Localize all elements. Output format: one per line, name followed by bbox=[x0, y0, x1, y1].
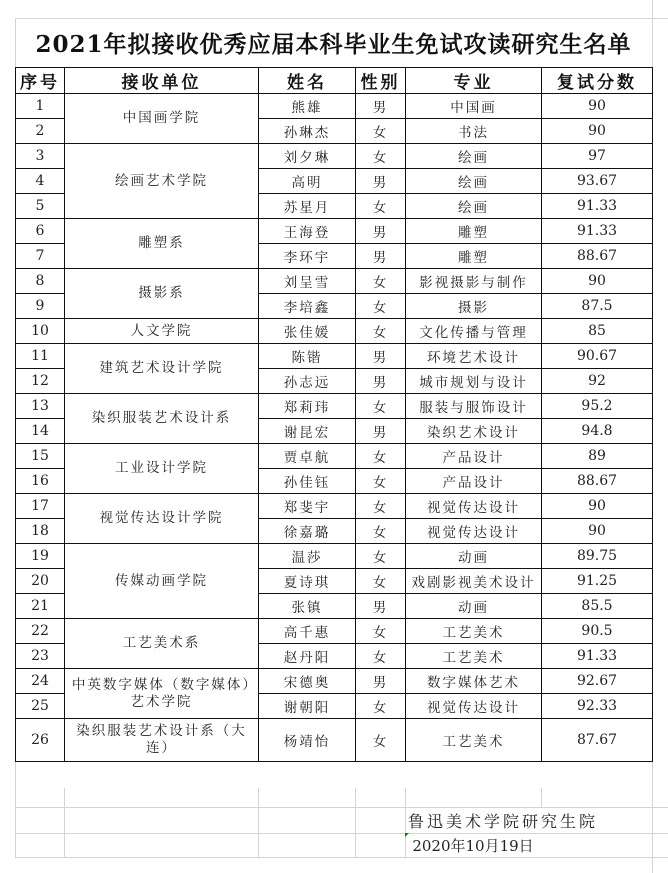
cell-gender[interactable]: 女 bbox=[356, 694, 406, 719]
cell-seq[interactable]: 9 bbox=[16, 294, 65, 319]
cell-score[interactable]: 90 bbox=[542, 494, 653, 519]
cell-name[interactable]: 郑斐宇 bbox=[259, 494, 356, 519]
cell-unit[interactable]: 建筑艺术设计学院 bbox=[65, 344, 259, 394]
cell-name[interactable]: 王海登 bbox=[259, 219, 356, 244]
cell-name[interactable]: 杨靖怡 bbox=[259, 719, 356, 762]
cell-gender[interactable]: 男 bbox=[356, 219, 406, 244]
cell-score[interactable]: 91.33 bbox=[542, 644, 653, 669]
cell-major[interactable]: 产品设计 bbox=[406, 469, 542, 494]
cell-unit[interactable]: 传媒动画学院 bbox=[65, 544, 259, 619]
cell-score[interactable]: 90 bbox=[542, 94, 653, 119]
cell-unit[interactable]: 中国画学院 bbox=[65, 94, 259, 144]
cell-seq[interactable]: 4 bbox=[16, 169, 65, 194]
cell-score[interactable]: 90 bbox=[542, 269, 653, 294]
cell-score[interactable]: 87.5 bbox=[542, 294, 653, 319]
footer-organization[interactable]: 鲁迅美术学院研究生院 bbox=[408, 812, 599, 831]
cell-unit[interactable]: 中英数字媒体（数字媒体）艺术学院 bbox=[65, 669, 259, 719]
cell-name[interactable]: 张镇 bbox=[259, 594, 356, 619]
cell-seq[interactable]: 19 bbox=[16, 544, 65, 569]
cell-score[interactable]: 97 bbox=[542, 144, 653, 169]
header-seq[interactable]: 序号 bbox=[16, 68, 65, 94]
cell-major[interactable]: 视觉传达设计 bbox=[406, 694, 542, 719]
cell-gender[interactable]: 女 bbox=[356, 544, 406, 569]
cell-major[interactable]: 雕塑 bbox=[406, 244, 542, 269]
header-score[interactable]: 复试分数 bbox=[542, 68, 653, 94]
cell-unit[interactable]: 工艺美术系 bbox=[65, 619, 259, 669]
cell-name[interactable]: 孙琳杰 bbox=[259, 119, 356, 144]
cell-seq[interactable]: 3 bbox=[16, 144, 65, 169]
cell-major[interactable]: 绘画 bbox=[406, 169, 542, 194]
cell-seq[interactable]: 2 bbox=[16, 119, 65, 144]
header-gender[interactable]: 性别 bbox=[356, 68, 406, 94]
cell-gender[interactable]: 男 bbox=[356, 94, 406, 119]
cell-name[interactable]: 谢朝阳 bbox=[259, 694, 356, 719]
cell-major[interactable]: 数字媒体艺术 bbox=[406, 669, 542, 694]
table-row bbox=[16, 669, 653, 694]
cell-name[interactable]: 高千惠 bbox=[259, 619, 356, 644]
cell-score[interactable]: 92 bbox=[542, 369, 653, 394]
grid-line bbox=[15, 833, 668, 834]
cell-major[interactable]: 雕塑 bbox=[406, 219, 542, 244]
cell-major[interactable]: 城市规划与设计 bbox=[406, 369, 542, 394]
cell-gender[interactable]: 男 bbox=[356, 244, 406, 269]
cell-major[interactable]: 工艺美术 bbox=[406, 619, 542, 644]
grid-line bbox=[258, 788, 259, 858]
cell-score[interactable]: 89.75 bbox=[542, 544, 653, 569]
cell-seq[interactable]: 7 bbox=[16, 244, 65, 269]
cell-gender[interactable]: 女 bbox=[356, 269, 406, 294]
cell-score[interactable]: 94.8 bbox=[542, 419, 653, 444]
grid-line bbox=[15, 857, 668, 858]
table-row bbox=[16, 269, 653, 294]
cell-name[interactable]: 刘夕琳 bbox=[259, 144, 356, 169]
cell-seq[interactable]: 24 bbox=[16, 669, 65, 694]
cell-major[interactable]: 绘画 bbox=[406, 144, 542, 169]
cell-score[interactable]: 91.25 bbox=[542, 569, 653, 594]
cell-score[interactable]: 87.67 bbox=[542, 719, 653, 762]
cell-major[interactable]: 动画 bbox=[406, 594, 542, 619]
table-row bbox=[16, 619, 653, 644]
cell-gender[interactable]: 女 bbox=[356, 194, 406, 219]
cell-gender[interactable]: 男 bbox=[356, 344, 406, 369]
table-row bbox=[16, 444, 653, 469]
cell-seq[interactable]: 17 bbox=[16, 494, 65, 519]
cell-score[interactable]: 85.5 bbox=[542, 594, 653, 619]
cell-name[interactable]: 刘呈雪 bbox=[259, 269, 356, 294]
cell-seq[interactable]: 26 bbox=[16, 719, 65, 762]
cell-seq[interactable]: 25 bbox=[16, 694, 65, 719]
cell-unit[interactable]: 染织服装艺术设计系（大连） bbox=[65, 719, 259, 762]
header-name[interactable]: 姓名 bbox=[259, 68, 356, 94]
cell-name[interactable]: 谢昆宏 bbox=[259, 419, 356, 444]
cell-name[interactable]: 李培鑫 bbox=[259, 294, 356, 319]
cell-score[interactable]: 91.33 bbox=[542, 219, 653, 244]
cell-major[interactable]: 摄影 bbox=[406, 294, 542, 319]
cell-gender[interactable]: 男 bbox=[356, 669, 406, 694]
table-row bbox=[16, 219, 653, 244]
cell-seq[interactable]: 5 bbox=[16, 194, 65, 219]
cell-unit[interactable]: 人文学院 bbox=[65, 319, 259, 344]
cell-major[interactable]: 绘画 bbox=[406, 194, 542, 219]
cell-score[interactable]: 95.2 bbox=[542, 394, 653, 419]
cell-unit[interactable]: 摄影系 bbox=[65, 269, 259, 319]
cell-seq[interactable]: 13 bbox=[16, 394, 65, 419]
page-title: 2021年拟接收优秀应届本科毕业生免试攻读研究生名单 bbox=[35, 30, 632, 58]
cell-gender[interactable]: 女 bbox=[356, 644, 406, 669]
cell-seq[interactable]: 18 bbox=[16, 519, 65, 544]
cell-seq[interactable]: 23 bbox=[16, 644, 65, 669]
cell-major[interactable]: 环境艺术设计 bbox=[406, 344, 542, 369]
cell-score[interactable]: 88.67 bbox=[542, 469, 653, 494]
cell-major[interactable]: 视觉传达设计 bbox=[406, 519, 542, 544]
cell-seq[interactable]: 12 bbox=[16, 369, 65, 394]
cell-gender[interactable]: 女 bbox=[356, 619, 406, 644]
cell-name[interactable]: 徐嘉璐 bbox=[259, 519, 356, 544]
table-row bbox=[16, 394, 653, 419]
table-row bbox=[16, 719, 653, 762]
cell-unit[interactable]: 雕塑系 bbox=[65, 219, 259, 269]
grid-line bbox=[15, 807, 668, 808]
cell-score[interactable]: 90 bbox=[542, 519, 653, 544]
cell-gender[interactable]: 女 bbox=[356, 119, 406, 144]
cell-gender[interactable]: 女 bbox=[356, 319, 406, 344]
grid-line bbox=[541, 788, 542, 808]
cell-score[interactable]: 88.67 bbox=[542, 244, 653, 269]
cell-name[interactable]: 孙佳钰 bbox=[259, 469, 356, 494]
cell-unit[interactable]: 视觉传达设计学院 bbox=[65, 494, 259, 544]
cell-name[interactable]: 温莎 bbox=[259, 544, 356, 569]
cell-gender[interactable]: 女 bbox=[356, 519, 406, 544]
cell-gender[interactable]: 女 bbox=[356, 569, 406, 594]
cell-name[interactable]: 高明 bbox=[259, 169, 356, 194]
table-row bbox=[16, 494, 653, 519]
cell-seq[interactable]: 11 bbox=[16, 344, 65, 369]
cell-name[interactable]: 张佳媛 bbox=[259, 319, 356, 344]
cell-major[interactable]: 中国画 bbox=[406, 94, 542, 119]
cell-gender[interactable]: 男 bbox=[356, 594, 406, 619]
cell-name[interactable]: 熊雄 bbox=[259, 94, 356, 119]
cell-unit[interactable]: 染织服装艺术设计系 bbox=[65, 394, 259, 444]
cell-major[interactable]: 视觉传达设计 bbox=[406, 494, 542, 519]
cell-seq[interactable]: 8 bbox=[16, 269, 65, 294]
cell-gender[interactable]: 女 bbox=[356, 719, 406, 762]
cell-name[interactable]: 苏星月 bbox=[259, 194, 356, 219]
cell-major[interactable]: 染织艺术设计 bbox=[406, 419, 542, 444]
cell-gender[interactable]: 男 bbox=[356, 369, 406, 394]
cell-name[interactable]: 贾卓航 bbox=[259, 444, 356, 469]
admission-table bbox=[15, 67, 653, 762]
table-row bbox=[16, 319, 653, 344]
footer-date[interactable]: 2020年10月19日 bbox=[412, 837, 534, 855]
cell-major[interactable]: 影视摄影与制作 bbox=[406, 269, 542, 294]
cell-major[interactable]: 书法 bbox=[406, 119, 542, 144]
cell-seq[interactable]: 6 bbox=[16, 219, 65, 244]
cell-gender[interactable]: 女 bbox=[356, 469, 406, 494]
cell-major[interactable]: 工艺美术 bbox=[406, 644, 542, 669]
cell-score[interactable]: 90.5 bbox=[542, 619, 653, 644]
cell-score[interactable]: 90 bbox=[542, 119, 653, 144]
cell-gender[interactable]: 女 bbox=[356, 444, 406, 469]
cell-name[interactable]: 孙志远 bbox=[259, 369, 356, 394]
table-row bbox=[16, 94, 653, 119]
cell-seq[interactable]: 15 bbox=[16, 444, 65, 469]
cell-seq[interactable]: 16 bbox=[16, 469, 65, 494]
cell-gender[interactable]: 女 bbox=[356, 394, 406, 419]
cell-unit[interactable]: 工业设计学院 bbox=[65, 444, 259, 494]
grid-line bbox=[355, 788, 356, 858]
cell-score[interactable]: 91.33 bbox=[542, 194, 653, 219]
cell-seq[interactable]: 21 bbox=[16, 594, 65, 619]
cell-seq[interactable]: 20 bbox=[16, 569, 65, 594]
table-row bbox=[16, 344, 653, 369]
cell-major[interactable]: 动画 bbox=[406, 544, 542, 569]
cell-score[interactable]: 89 bbox=[542, 444, 653, 469]
cell-name[interactable]: 陈锴 bbox=[259, 344, 356, 369]
table-row bbox=[16, 144, 653, 169]
cell-major[interactable]: 文化传播与管理 bbox=[406, 319, 542, 344]
cell-name[interactable]: 夏诗琪 bbox=[259, 569, 356, 594]
cell-major[interactable]: 戏剧影视美术设计 bbox=[406, 569, 542, 594]
cell-score[interactable]: 93.67 bbox=[542, 169, 653, 194]
cell-major[interactable]: 工艺美术 bbox=[406, 719, 542, 762]
grid-line bbox=[64, 788, 65, 858]
cell-seq[interactable]: 22 bbox=[16, 619, 65, 644]
cell-seq[interactable]: 1 bbox=[16, 94, 65, 119]
cell-major[interactable]: 服装与服饰设计 bbox=[406, 394, 542, 419]
cell-score[interactable]: 85 bbox=[542, 319, 653, 344]
cell-gender[interactable]: 女 bbox=[356, 294, 406, 319]
cell-score[interactable]: 90.67 bbox=[542, 344, 653, 369]
cell-major[interactable]: 产品设计 bbox=[406, 444, 542, 469]
cell-gender[interactable]: 女 bbox=[356, 144, 406, 169]
header-unit[interactable]: 接收单位 bbox=[65, 68, 259, 94]
cell-score[interactable]: 92.67 bbox=[542, 669, 653, 694]
cell-score[interactable]: 92.33 bbox=[542, 694, 653, 719]
cell-name[interactable]: 赵丹阳 bbox=[259, 644, 356, 669]
cell-gender[interactable]: 男 bbox=[356, 419, 406, 444]
table-header-row bbox=[16, 68, 653, 94]
cell-name[interactable]: 郑莉玮 bbox=[259, 394, 356, 419]
cell-name[interactable]: 宋德奥 bbox=[259, 669, 356, 694]
cell-seq[interactable]: 10 bbox=[16, 319, 65, 344]
cell-gender[interactable]: 女 bbox=[356, 494, 406, 519]
table-row bbox=[16, 544, 653, 569]
cell-unit[interactable]: 绘画艺术学院 bbox=[65, 144, 259, 219]
cell-name[interactable]: 李环宇 bbox=[259, 244, 356, 269]
cell-seq[interactable]: 14 bbox=[16, 419, 65, 444]
cell-gender[interactable]: 男 bbox=[356, 169, 406, 194]
header-major[interactable]: 专业 bbox=[406, 68, 542, 94]
